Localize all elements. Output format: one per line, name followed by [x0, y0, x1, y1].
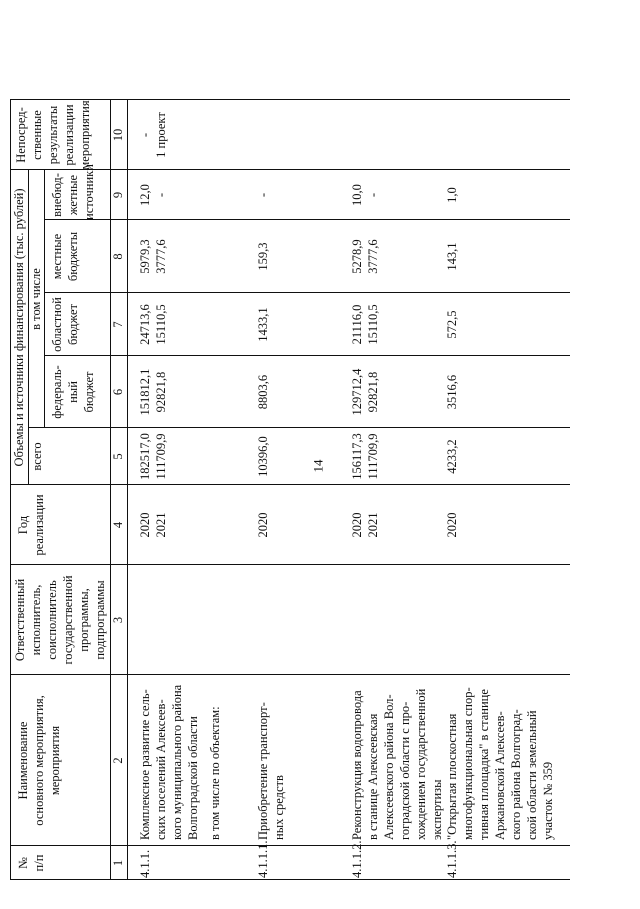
row-number: 4.1.1.	[138, 849, 152, 878]
header-exec: государственной	[61, 575, 75, 665]
column-number: 6	[111, 388, 125, 396]
header-fed: бюджет	[82, 371, 96, 413]
row-name: многофункциональная спор-	[461, 687, 475, 840]
header-result: мероприятия	[78, 100, 92, 170]
row-result: 1 проект	[154, 112, 168, 158]
header-exec: подпрограммы	[93, 580, 107, 660]
row-name: тивная площадка" в станице	[477, 689, 491, 840]
row-total: 182517,0	[138, 433, 152, 480]
header-result: реализации	[62, 104, 76, 166]
page-number: 14	[310, 459, 326, 473]
row-number: 4.1.1.1.	[256, 840, 270, 878]
objects-note: в том числе по объектам:	[208, 706, 222, 840]
row-fed: 3516,6	[445, 374, 459, 410]
column-border-5	[28, 427, 570, 428]
row-ext: -	[366, 192, 380, 198]
row-reg: 15110,5	[366, 304, 380, 345]
header-reg: бюджет	[66, 304, 80, 345]
row-name: экспертизы	[430, 779, 444, 840]
row-year: 2021	[154, 512, 168, 538]
row-name: Реконструкция водопровода	[350, 690, 364, 840]
row-year: 2020	[445, 512, 459, 538]
header-fed: федераль-	[50, 365, 64, 419]
header-no: п/п	[32, 854, 46, 872]
header-exec: исполнитель,	[29, 584, 43, 656]
header-name: основного мероприятия,	[32, 695, 46, 826]
row-name: в станице Алексеевская	[366, 713, 380, 840]
header-year: Год	[16, 515, 30, 535]
row-ext: 1,0	[445, 187, 459, 203]
row-name: Аржановской Алексеев-	[493, 711, 507, 840]
row-number: 4.1.1.3.	[445, 840, 459, 878]
row-year: 2021	[366, 512, 380, 538]
row-ext: 12,0	[138, 184, 152, 206]
row-year: 2020	[138, 512, 152, 538]
row-name: Комплексное развитие сель-	[138, 689, 152, 840]
row-year: 2020	[350, 512, 364, 538]
header-financing: Объемы и источники финансирования (тыс. рублей)	[12, 188, 26, 467]
column-number: 1	[111, 859, 125, 867]
header-name: Наименование	[16, 721, 30, 800]
row-loc: 143,1	[445, 242, 459, 271]
header-exec: программы,	[77, 588, 91, 652]
row-name: ных средств	[272, 775, 286, 840]
row-loc: 5979,3	[138, 239, 152, 274]
column-border-0	[10, 879, 570, 880]
row-total: 111709,9	[154, 433, 168, 480]
row-name: ского района Волгоград-	[509, 709, 523, 840]
column-border-4	[10, 484, 570, 485]
row-name: Волгоградской области	[186, 716, 200, 840]
column-number: 2	[111, 757, 125, 764]
column-number: 9	[111, 191, 125, 199]
financing-table	[10, 10, 570, 880]
row-fed: 151812,1	[138, 368, 152, 416]
row-name: ской области земельный	[525, 710, 539, 840]
row-reg: 24713,6	[138, 304, 152, 345]
row-fed: 129712,4	[350, 368, 364, 416]
header-ext: жетные	[66, 174, 80, 216]
row-fed: 92821,8	[154, 371, 168, 413]
row-total: 10396,0	[256, 436, 270, 477]
row-loc: 3777,6	[154, 239, 168, 274]
row-name: ских поселений Алексеев-	[154, 699, 168, 840]
row-ext: -	[256, 192, 270, 198]
row-name: "Открытая плоскостная	[445, 713, 459, 840]
row-year: 2020	[256, 512, 270, 538]
header-loc: местные	[50, 233, 64, 280]
header-ext: внебюд-	[50, 173, 64, 217]
header-incl: в том числе	[29, 268, 43, 330]
row-fed: 8803,6	[256, 374, 270, 410]
column-number: 3	[111, 616, 125, 624]
row-total: 111709,9	[366, 433, 380, 480]
row-name: участок № 359	[541, 761, 555, 840]
header-fed: ный	[66, 381, 80, 403]
header-no: №	[16, 857, 30, 869]
row-name: Приобретение транспорт-	[256, 702, 270, 840]
header-name: мероприятия	[48, 725, 62, 796]
header-loc: бюджеты	[66, 231, 80, 282]
row-reg: 15110,5	[154, 304, 168, 345]
header-result: ственные	[30, 110, 44, 160]
header-result: результаты	[46, 105, 60, 165]
row-name: Алексеевского района Вол-	[382, 694, 396, 840]
row-name: хождением государственной	[414, 688, 428, 840]
row-ext: 10,0	[350, 184, 364, 206]
header-year: реализации	[32, 494, 46, 556]
incl-header-line	[44, 170, 45, 428]
column-border-1	[10, 845, 570, 846]
column-number: 5	[111, 453, 125, 460]
header-exec: соисполнитель	[45, 580, 59, 660]
column-border-10	[10, 99, 570, 100]
table-top-border	[10, 100, 11, 880]
column-number: 8	[111, 253, 125, 260]
row-reg: 1433,1	[256, 307, 270, 342]
row-loc: 159,3	[256, 242, 270, 271]
row-loc: 5278,9	[350, 239, 364, 274]
row-reg: 572,5	[445, 310, 459, 339]
header-result: Непосред-	[14, 107, 28, 163]
row-reg: 21116,0	[350, 304, 364, 345]
row-loc: 3777,6	[366, 239, 380, 274]
column-number: 4	[111, 521, 125, 529]
row-name: кого муниципального района	[170, 684, 184, 840]
row-fed: 92821,8	[366, 371, 380, 413]
header-ext: источники	[82, 164, 96, 220]
row-result: -	[138, 132, 152, 138]
row-ext: -	[154, 192, 168, 198]
row-total: 156117,3	[350, 433, 364, 480]
row-name: гоградской области с про-	[398, 701, 412, 840]
row-total: 4233,2	[445, 439, 459, 474]
column-number: 7	[111, 321, 125, 328]
column-number: 10	[111, 128, 125, 142]
header-reg: областной	[50, 297, 64, 352]
row-number: 4.1.1.2.	[350, 840, 364, 878]
column-numbers-line	[127, 100, 128, 880]
header-total: всего	[30, 442, 44, 471]
header-exec: Ответственный	[13, 578, 27, 662]
